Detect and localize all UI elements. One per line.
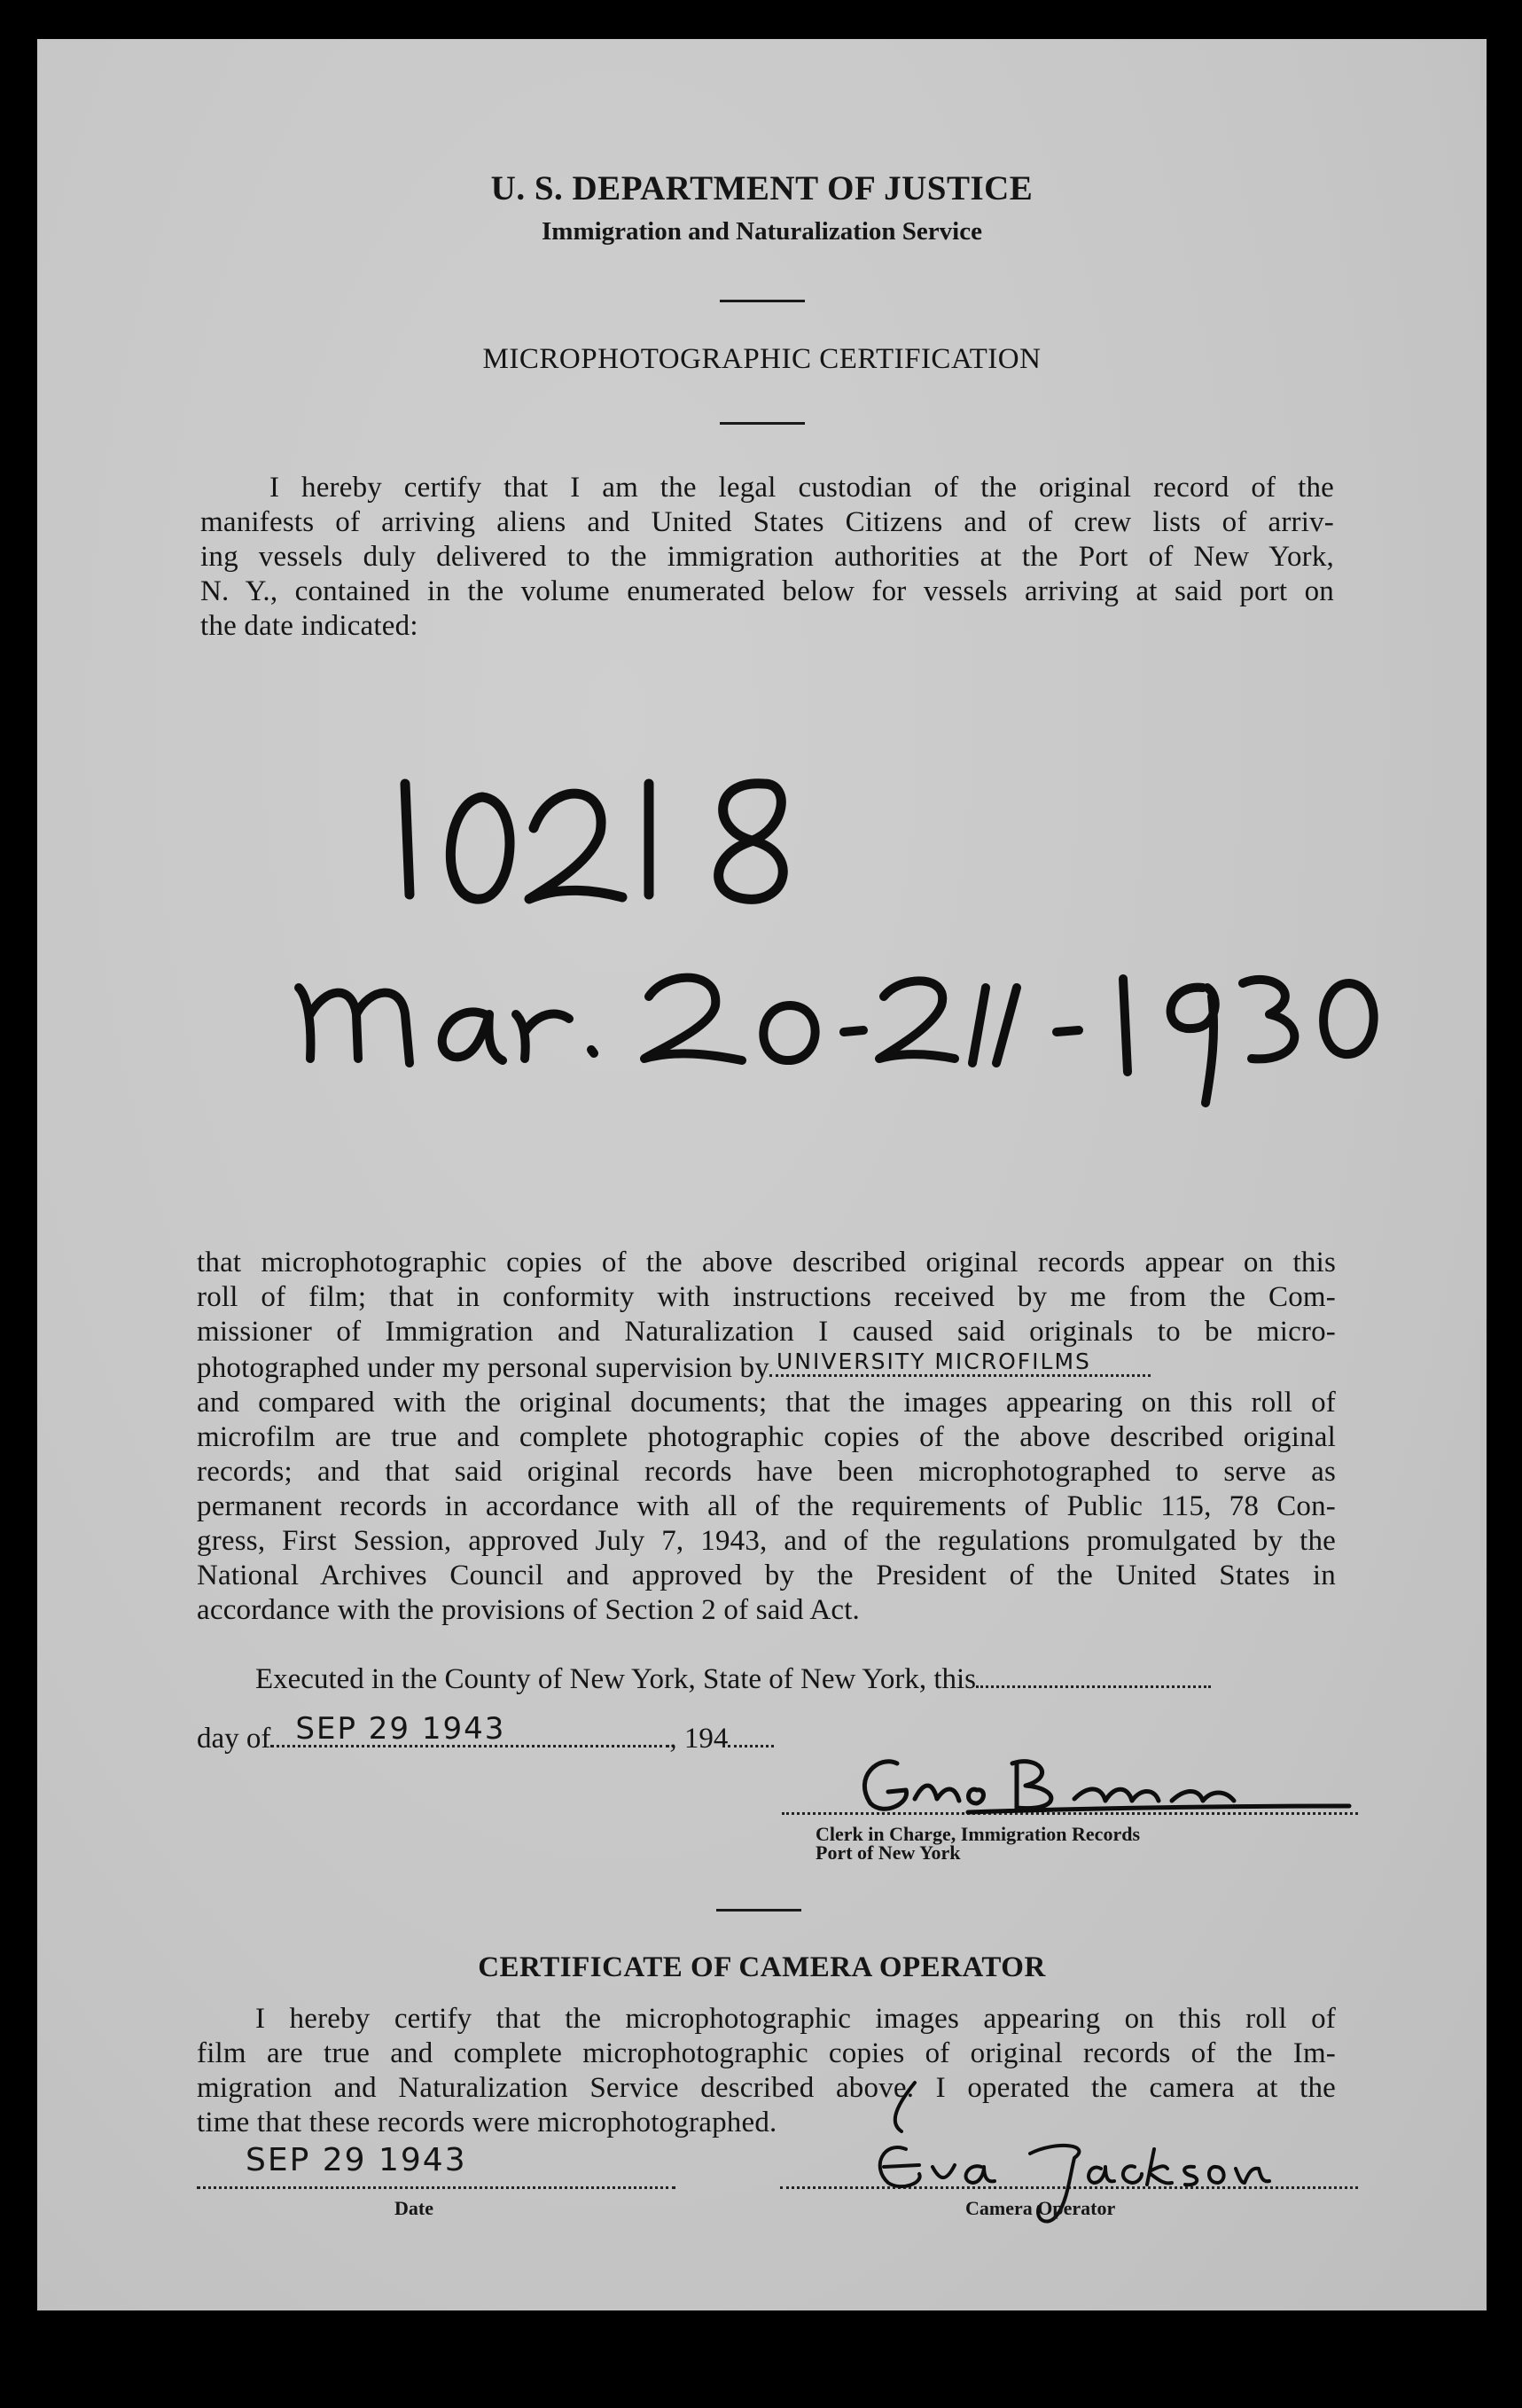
body-line-supervision — [197, 1349, 1336, 1386]
day-fill-line — [976, 1664, 1211, 1688]
body-line: permanent records in accordance with all of the requirements of Public 115, 78 Con- — [197, 1490, 1336, 1522]
body-line: gress, First Session, approved July 7, 1943, and of the regulations promulgated by the — [197, 1525, 1336, 1557]
day-of-line — [197, 1711, 774, 1755]
intro-line: N. Y., contained in the volume enumerated below for vessels arriving at said port on — [200, 575, 1334, 607]
clerk-office: Port of New York — [816, 1841, 961, 1864]
intro-line: manifests of arriving aliens and United States Citizens and of crew lists of arriv- — [200, 506, 1334, 538]
camera-line: I hereby certify that the microphotographic images appearing on this roll of — [255, 2003, 1336, 2035]
executed-line — [255, 1663, 1211, 1696]
body-line: microfilm are true and complete photographic copies of the above described original — [197, 1421, 1336, 1453]
divider — [720, 422, 805, 425]
date-fill-line — [270, 1711, 669, 1747]
executed-text: Executed in the County of New York, State of New York, this — [255, 1663, 977, 1695]
body-line: missioner of Immigration and Naturalization I caused said originals to be micro- — [197, 1316, 1336, 1348]
intro-line: ing vessels duly delivered to the immigration authorities at the Port of New York, — [200, 541, 1334, 573]
microfilm-company: UNIVERSITY MICROFILMS — [776, 1349, 1091, 1374]
document-title: MICROPHOTOGRAPHIC CERTIFICATION — [482, 343, 1042, 375]
company-fill-line — [769, 1349, 1151, 1377]
camera-date-line — [197, 2186, 675, 2189]
department-heading: U. S. DEPARTMENT OF JUSTICE — [490, 169, 1034, 207]
camera-line: film are true and complete microphotographic copies of original records of the Im- — [197, 2037, 1336, 2069]
camera-certificate-title: CERTIFICATE OF CAMERA OPERATOR — [478, 1951, 1046, 1983]
handwritten-volume-and-dates — [232, 731, 1473, 1138]
date-label: Date — [394, 2197, 433, 2219]
body-line: accordance with the provisions of Section 2 of said Act. — [197, 1594, 861, 1626]
clerk-title: Clerk in Charge, Immigration Records — [816, 1823, 1141, 1845]
executed-date-stamp: SEP 29 1943 — [295, 1711, 506, 1747]
camera-line: time that these records were microphotographed. — [197, 2107, 777, 2138]
body-line: records; and that said original records have been microphotographed to serve as — [197, 1456, 1336, 1488]
day-of-label: day of — [197, 1723, 271, 1755]
camera-line: migration and Naturalization Service described above. I operated the camera at the — [197, 2072, 1336, 2104]
body-line: roll of film; that in conformity with instructions received by me from the Com- — [197, 1281, 1336, 1313]
camera-operator-label: Camera Operator — [965, 2197, 1116, 2219]
service-subheading: Immigration and Naturalization Service — [542, 217, 982, 246]
intro-line: the date indicated: — [200, 610, 418, 642]
year-prefix: , 194 — [669, 1723, 729, 1755]
body-line: photographed under my personal supervision by — [197, 1352, 769, 1384]
intro-line: I hereby certify that I am the legal custodian of the original record of the — [269, 472, 1334, 504]
divider — [716, 1909, 801, 1912]
year-fill-line — [728, 1724, 774, 1747]
clerk-signature — [835, 1737, 1367, 1821]
divider — [720, 300, 805, 302]
body-line: National Archives Council and approved by the President of the United States in — [197, 1560, 1336, 1591]
body-line: that microphotographic copies of the above described original records appear on this — [197, 1247, 1336, 1278]
certificate-page — [37, 39, 1487, 2310]
camera-date-stamp: SEP 29 1943 — [246, 2142, 467, 2178]
intro-paragraph — [200, 471, 1334, 644]
body-paragraph — [197, 1246, 1336, 1628]
body-line: and compared with the original documents; that the images appearing on this roll of — [197, 1387, 1336, 1419]
